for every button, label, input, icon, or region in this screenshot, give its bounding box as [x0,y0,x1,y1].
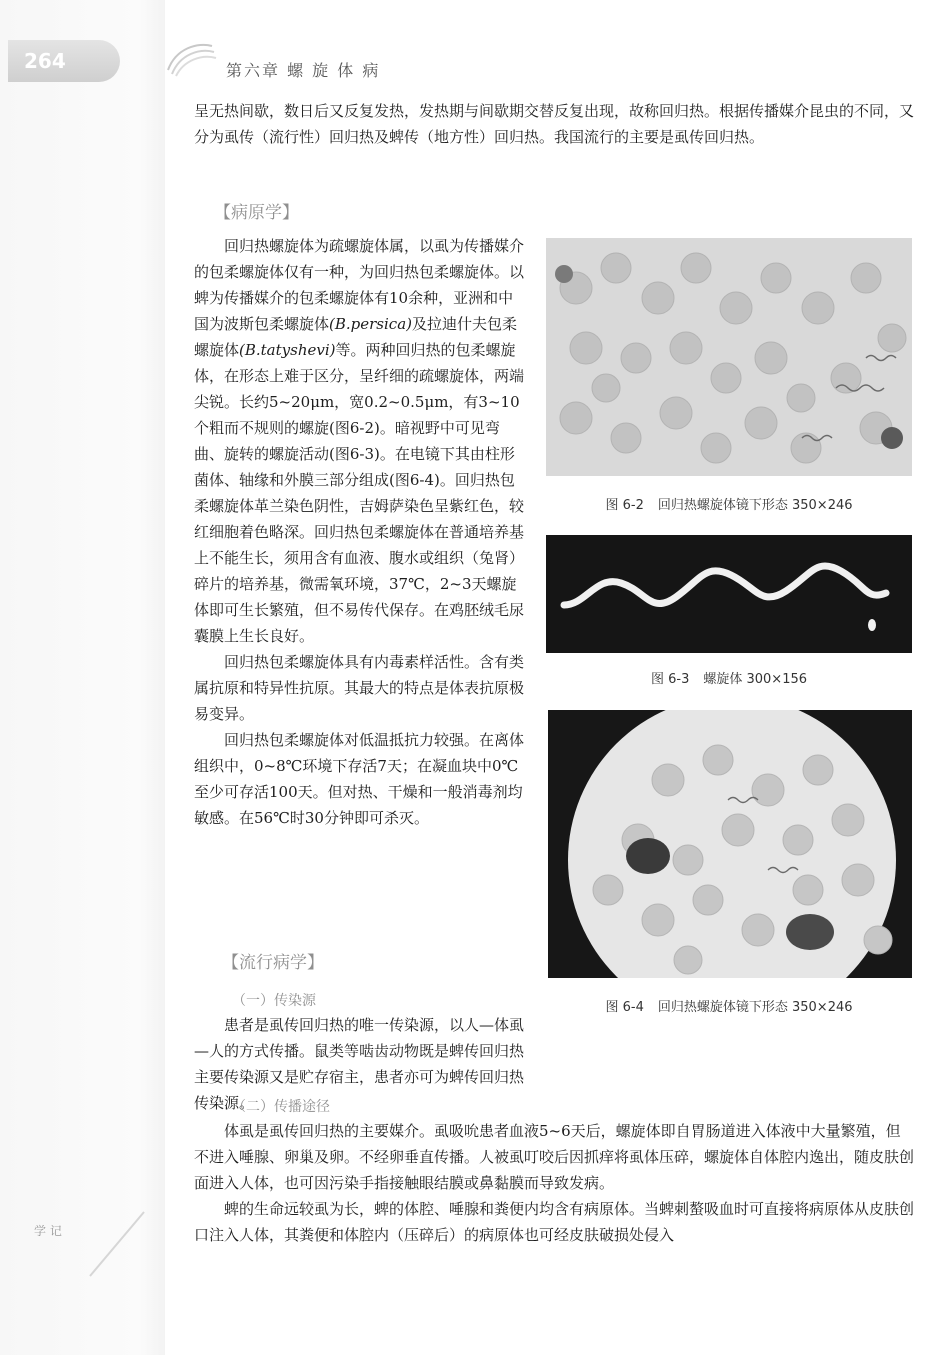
pathogen-p1-c: 等。两种回归热的包柔螺旋体，在形态上难于区分，呈纤细的疏螺旋体，两端尖锐。长约5~20μm，宽0.2~0.5μm，有3~10个粗而不规则的螺旋(图6-2)。暗视野中可见弯曲、旋转的螺旋活动(图6-3)。在电镜下其由柱形菌体、轴缘和外膜三部分组成(图6-4)。回归热包柔螺旋体革兰染色阴性，吉姆萨染色呈紫红色，较红细胞着色略深。回归热包柔螺旋体在普通培养基上不能生长，须用含有血液、腹水或组织（兔肾）碎片的培养基，微需氧环境，37℃，2~3天螺旋体即可生长繁殖，但不易传代保存。在鸡胚绒毛尿囊膜上生长良好。 [194,341,525,645]
transmission-paragraph-2: 蜱的生命远较虱为长，蜱的体腔、唾腺和粪便内均含有病原体。当蜱刺螯吸血时可直接将病原体从皮肤创口注入人体，其粪便和体腔内（压碎后）的病原体也可经皮肤破损处侵入 [194,1200,915,1244]
pathogen-column [194,233,524,831]
pathogen-p1-b: 及拉迪什夫包柔螺旋体 [194,315,518,359]
source-text: 患者是虱传回归热的唯一传染源，以人—体虱—人的方式传播。鼠类等啮齿动物既是蜱传回归热主要传染源又是贮存宿主，患者亦可为蜱传回归热传染源。 [194,1016,525,1112]
figure-6-3-image [546,535,912,653]
pathogen-paragraph-2: 回归热包柔螺旋体具有内毒素样活性。含有类属抗原和特异性抗原。其最大的特点是体表抗原极易变异。 [194,653,525,723]
figure-6-4-image [548,710,912,978]
figure-6-3-label: 图 6-3 [650,672,690,687]
species-tatyshevi: (B.tatyshevi) [239,341,336,359]
transmission-block [194,1118,914,1248]
species-persica: (B.persica) [329,315,412,333]
figure-6-2-image [546,238,912,476]
figure-6-3-caption [546,668,912,687]
margin-note: 学 记 [34,1224,62,1238]
figure-6-4-text: 回归热螺旋体镜下形态 350×246 [657,1000,853,1015]
figure-6-2-caption [546,494,912,513]
pathogen-paragraph-3: 回归热包柔螺旋体对低温抵抗力较强。在离体组织中，0~8℃环境下存活7天；在凝血块中0℃至少可存活100天。但对热、干燥和一般消毒剂均敏感。在56℃时30分钟即可杀灭。 [194,731,525,827]
section-heading-pathogen: 【病原学】 [214,203,299,223]
chapter-swirl-icon [162,36,218,78]
microscope-field-illustration [548,710,912,978]
chapter-title: 第六章 螺 旋 体 病 [226,61,381,80]
intro-paragraph [194,98,914,150]
transmission-paragraph-1: 体虱是虱传回归热的主要媒介。虱吸吮患者血液5~6天后，螺旋体即自胃肠道进入体液中大量繁殖，但不进入唾腺、卵巢及卵。不经卵垂直传播。人被虱叮咬后因抓痒将虱体压碎，螺旋体自体腔内逸出，随皮肤创面进入人体，也可因污染手指接触眼结膜或鼻黏膜而导致发病。 [194,1122,915,1192]
pathogen-paragraph-1 [194,233,524,649]
figure-6-2-text: 回归热螺旋体镜下形态 350×246 [657,498,853,513]
figure-6-3-text: 螺旋体 300×156 [703,672,808,687]
pathogen-p1-a: 回归热螺旋体为疏螺旋体属，以虱为传播媒介的包柔螺旋体仅有一种，为回归热包柔螺旋体。以蜱为传播媒介的包柔螺旋体有10余种，亚洲和中国为波斯包柔螺旋体 [194,237,525,333]
blood-smear-illustration [546,238,912,476]
page-number-tab [8,40,120,82]
page-number: 264 [24,49,66,73]
section-heading-epidemiology: 【流行病学】 [222,953,324,973]
intro-text: 呈无热间歇，数日后又反复发热，发热期与间歇期交替反复出现，故称回归热。根据传播媒介昆虫的不同，又分为虱传（流行性）回归热及蜱传（地方性）回归热。我国流行的主要是虱传回归热。 [194,102,915,146]
subheading-source: （一）传染源 [232,993,316,1009]
figure-6-2-label: 图 6-2 [605,498,644,513]
margin-pencil-line [60,1210,150,1280]
page-margin-strip [0,0,165,1355]
figure-6-4-label: 图 6-4 [605,1000,644,1015]
dark-field-spirochete-illustration [546,535,912,653]
subheading-transmission: （二）传播途径 [232,1099,330,1115]
